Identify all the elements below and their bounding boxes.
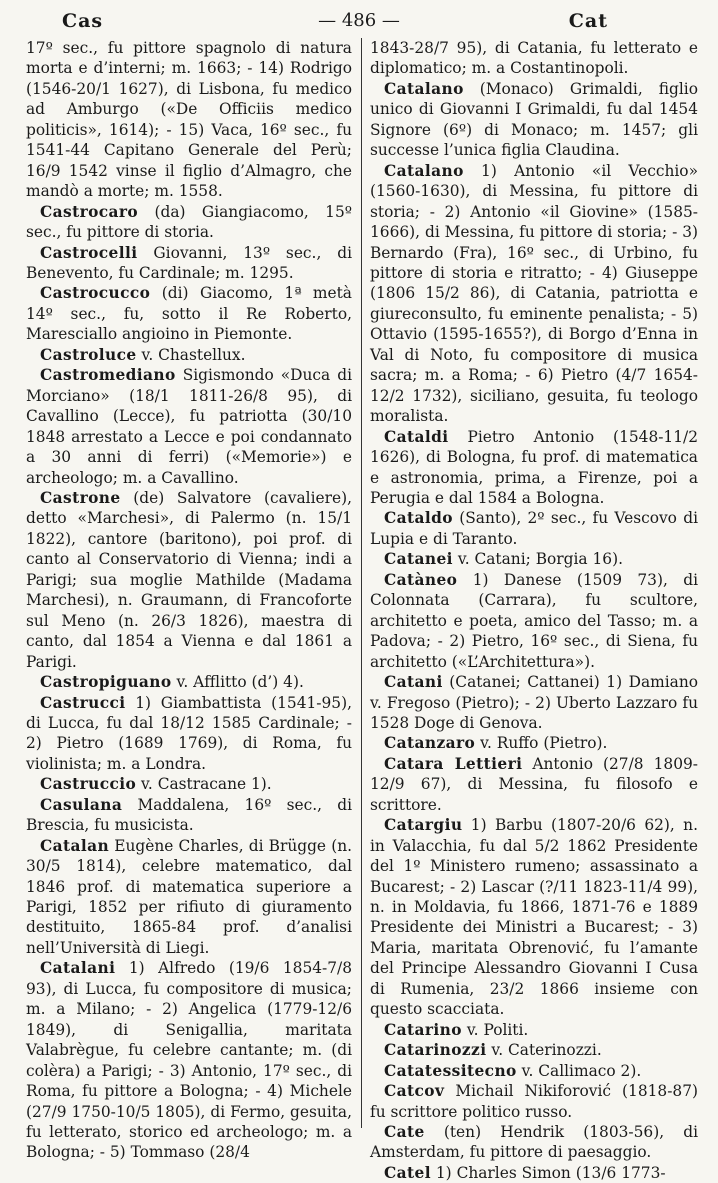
dictionary-entry [370,1040,698,1060]
dictionary-entry [26,795,352,836]
left-column [26,38,352,1163]
entry-headword: Catel [384,1163,431,1182]
entry-text: v. Ruffo (Pietro). [475,734,608,753]
entry-text: 1) Giambattista (1541-95), di Lucca, fu dal 18/12 1585 Cardinale; - 2) Pietro (1689 1769), di Roma, fu violinista; m. a Londra. [26,693,352,773]
dictionary-entry [370,427,698,509]
dictionary-entry [26,283,352,344]
entry-text: v. Politi. [461,1020,529,1039]
entry-headword: Catcov [384,1082,445,1101]
entry-headword: Catàneo [384,570,458,589]
dictionary-entry [370,1081,698,1122]
entry-headword: Catani [384,673,443,692]
entry-headword: Catarino [384,1020,462,1039]
dictionary-entry [26,202,352,243]
entry-headword: Castropiguano [40,673,172,692]
dictionary-entry [370,1020,698,1040]
dictionary-entry [26,243,352,284]
dictionary-entry [370,570,698,672]
entry-headword: Catatessitecno [384,1061,517,1080]
entry-text: v. Castracane 1). [136,775,272,794]
entry-text: (da) Giangiacomo, 15º sec., fu pittore di storia. [26,202,352,242]
entry-headword: Cataldo [384,509,453,528]
entry-headword: Catalano [384,161,464,180]
dictionary-entry [370,1122,698,1163]
entry-headword: Castroluce [40,345,137,364]
dictionary-entry [370,549,698,569]
dictionary-entry [370,733,698,753]
entry-headword: Castrocaro [40,202,139,221]
page-number: — 486 — [318,10,400,31]
entry-headword: Catanzaro [384,734,476,753]
dictionary-entry [26,345,352,365]
entry-text: v. Caterinozzi. [486,1041,602,1060]
dictionary-entry [370,508,698,549]
entry-text: v. Callimaco 2). [516,1061,642,1080]
entry-headword: Catarinozzi [384,1041,487,1060]
column-divider [361,38,362,1128]
entry-headword: Casulana [40,795,123,814]
entry-headword: Castrucci [40,693,126,712]
entry-text: (Monaco) Grimaldi, figlio unico di Giovanni I Grimaldi, fu dal 1454 Signore (6º) di Monaco; m. 1457; gli successe l’unica figlia Claudina. [370,79,698,160]
entry-headword: Catalani [40,959,116,978]
entry-headword: Castruccio [40,775,137,794]
entry-text: (Catanei; Cattanei) 1) Damiano v. Fregoso (Pietro); - 2) Uberto Lazzaro fu 1528 Doge di Genova. [370,673,698,732]
dictionary-entry [26,488,352,672]
dictionary-entry [26,38,352,202]
entry-text: (di) Giacomo, 1ª metà 14º sec., fu, sotto il Re Roberto, Maresciallo angioino in Piemonte. [26,284,352,344]
entry-text: Pietro Antonio (1548-11/2 1626), di Bologna, fu prof. di matematica e astronomia, prima, a Firenze, poi a Perugia e dal 1584 a Bologna. [370,427,698,507]
entry-text: v. Catani; Borgia 16). [452,550,623,569]
entry-text: 1) Alfredo (19/6 1854-7/8 93), di Lucca, fu compositore di musica; m. a Milano; - 2) Angelica (1779-12/6 1849), di Senigallia, maritata Valabrègue, fu celebre cantante; m. (di colèra) a Parigi; - 3) Antonio, 17º sec., di Roma, fu pittore a Bologna; - 4) Michele (27/9 1750-10/5 1805), di Fermo, gesuita, fu letterato, storico ed archeologo; m. a Bologna; - 5) Tommaso (28/4 [26,959,352,1162]
entry-text: Giovanni, 13º sec., di Benevento, fu Cardinale; m. 1295. [26,243,352,282]
entry-text: 1) Danese (1509 73), di Colonnata (Carrara), fu scultore, architetto e poeta, amico del Tasso; m. a Padova; - 2) Pietro, 16º sec., di Siena, fu architetto («L’Architettura»). [370,570,698,671]
dictionary-entry [370,79,698,161]
dictionary-entry [370,672,698,733]
header-left-guideword: Cas [62,10,104,32]
entry-headword: Catalan [40,836,110,855]
entry-text: (Santo), 2º sec., fu Vescovo di Lupia e di Taranto. [370,509,698,548]
entry-headword: Castrocelli [40,243,138,262]
entry-text: Eugène Charles, di Brügge (n. 30/5 1814), celebre matematico, dal 1846 prof. di matematica superiore a Parigi, 1852 per rifiuto di giuramento destituito, 1865-84 prof. d’analisi nell’Università di Liegi. [26,836,352,957]
header-right-guideword: Cat [568,10,608,32]
entry-text: 1) Barbu (1807-20/6 62), n. in Valacchia, fu dal 5/2 1862 Presidente del 1º Ministero rumeno; assassinato a Bucarest; - 2) Lascar (?/11 1823-11/4 99), n. in Moldavia, fu 1866, 1871-76 e 1889 Presidente dei Ministri a Bucarest; - 3) Maria, maritata Obrenović, fu l’amante del Principe Alessandro Giovanni I Cusa di Rumenia, 23/2 1866 insieme con questo scacciata. [370,816,698,1019]
entry-text: Michail Nikiforović (1818-87) fu scrittore politico russo. [370,1082,698,1121]
entry-headword: Catalano [384,79,464,98]
entry-headword: Castrocucco [40,284,151,303]
entry-text: 1843-28/7 95), di Catania, fu letterato e diplomatico; m. a Costantinopoli. [370,39,698,78]
entry-headword: Catara Lettieri [384,754,523,773]
entry-text: 1) Charles Simon (13/6 1773- [430,1163,666,1182]
dictionary-entry [370,1061,698,1081]
entry-text: Sigismondo «Duca di Morciano» (18/1 1811-26/8 95), di Cavallino (Lecce), fu patriotta (30/10 1848 arrestato a Lecce e poi condannato a 30 anni di ferri) («Memorie») e archeologo; m. a Cavallino. [26,366,352,487]
dictionary-entry [26,693,352,775]
dictionary-entry [26,836,352,959]
entry-headword: Catargiu [384,816,463,835]
dictionary-entry [370,161,698,427]
entry-text: v. Chastellux. [136,345,246,364]
right-column [370,38,698,1183]
entry-headword: Cate [384,1123,425,1142]
dictionary-entry [26,365,352,488]
page-header [0,0,718,38]
entry-headword: Cataldi [384,427,449,446]
entry-text: 1) Antonio «il Vecchio» (1560-1630), di Messina, fu pittore di storia; - 2) Antonio «il Giovine» (1585-1666), di Messina, fu pittore di storia; - 3) Bernardo (Fra), 16º sec., di Urbino, fu pittore di storia e ritratto; - 4) Giuseppe (1806 15/2 86), di Catania, patriotta e giureconsulto, fu eminente penalista; - 5) Ottavio (1595-1655?), di Borgo d’Enna in Val di Noto, fu compositore di musica sacra; m. a Roma; - 6) Pietro (4/7 1654-12/2 1732), siciliano, gesuita, fu teologo moralista. [370,161,698,426]
dictionary-entry [26,958,352,1163]
entry-headword: Castromediano [40,366,176,385]
entry-text: Maddalena, 16º sec., di Brescia, fu musicista. [26,795,352,835]
entry-text: Antonio (27/8 1809-12/9 67), di Messina, fu filosofo e scrittore. [370,754,698,814]
entry-text: (ten) Hendrik (1803-56), di Amsterdam, fu pittore di paesaggio. [370,1123,698,1162]
entry-text: 17º sec., fu pittore spagnolo di natura morta e d’interni; m. 1663; - 14) Rodrigo (1546-20/1 1627), di Lisbona, fu medico ad Amburgo («De Officiis medico politicis», 1614); - 15) Vaca, 16º sec., fu 1541-44 Capitano Generale del Perù; 16/9 1542 vinse il figlio d’Almagro, che mandò a morte; m. 1558. [26,39,352,201]
dictionary-entry [370,38,698,79]
dictionary-entry [370,754,698,815]
entry-headword: Catanei [384,550,453,569]
dictionary-entry [370,815,698,1020]
entry-text: (de) Salvatore (cavaliere), detto «Marchesi», di Palermo (n. 15/1 1822), cantore (baritono), poi prof. di canto al Conservatorio di Vienna; indi a Parigi; sua moglie Mathilde (Madama Marchesi), n. Graumann, di Francoforte sul Meno (n. 26/3 1826), maestra di canto, dal 1854 a Vienna e dal 1861 a Parigi. [26,488,352,671]
dictionary-entry [26,774,352,794]
dictionary-entry [370,1163,698,1183]
entry-text: v. Afflitto (d’) 4). [171,673,304,692]
dictionary-entry [26,672,352,692]
entry-headword: Castrone [40,488,121,507]
